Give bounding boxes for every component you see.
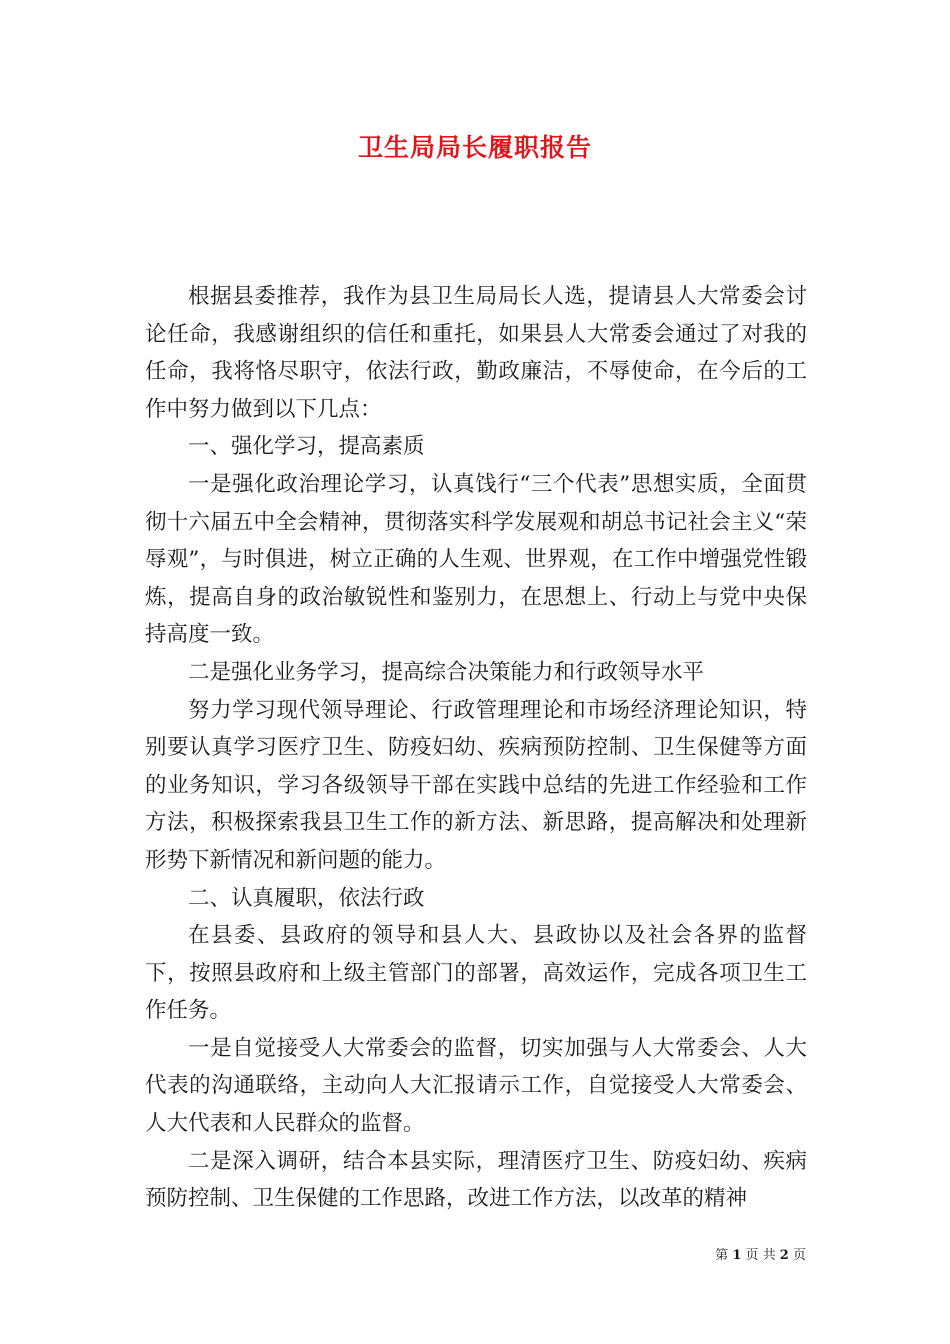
page-number-footer xyxy=(700,1244,806,1263)
section-heading-2: 二、认真履职，依法行政 xyxy=(188,885,425,911)
document-title: 卫生局局长履职报告 xyxy=(357,133,592,162)
footer-total-pages: 2 xyxy=(779,1248,789,1263)
footer-suffix: 页 xyxy=(792,1248,806,1263)
paragraph-intro: 根据县委推荐，我作为县卫生局局长人选，提请县人大常委会讨论任命，我感谢组织的信任和重托，如果县人大常委会通过了对我的任命，我将恪尽职守，依法行政，勤政廉洁，不辱使命，在今后的工作中努力做到以下几点： xyxy=(145,284,807,422)
paragraph-accept-supervision: 一是自觉接受人大常委会的监督，切实加强与人大常委会、人大代表的沟通联络，主动向人大汇报请示工作，自觉接受人大常委会、人大代表和人民群众的监督。 xyxy=(145,1035,807,1137)
footer-middle: 页 共 xyxy=(745,1248,776,1263)
footer-current-page: 1 xyxy=(732,1248,742,1263)
footer-prefix: 第 xyxy=(715,1248,729,1263)
subheading-business-study: 二是强化业务学习，提高综合决策能力和行政领导水平 xyxy=(188,659,705,685)
document-body xyxy=(145,278,807,1218)
paragraph-research: 二是深入调研，结合本县实际，理清医疗卫生、防疫妇幼、疾病预防控制、卫生保健的工作思路，改进工作方法，以改革的精神 xyxy=(145,1148,807,1212)
paragraph-business-study: 努力学习现代领导理论、行政管理理论和市场经济理论知识，特别要认真学习医疗卫生、防疫妇幼、疾病预防控制、卫生保健等方面的业务知识，学习各级领导干部在实践中总结的先进工作经验和工作方法，积极探索我县卫生工作的新方法、新思路，提高解决和处理新形势下新情况和新问题的能力。 xyxy=(145,697,807,873)
section-heading-1: 一、强化学习，提高素质 xyxy=(188,434,425,460)
paragraph-supervision: 在县委、县政府的领导和县人大、县政协以及社会各界的监督下，按照县政府和上级主管部门的部署，高效运作，完成各项卫生工作任务。 xyxy=(145,923,807,1024)
paragraph-political-study: 一是强化政治理论学习，认真饯行“三个代表”思想实质，全面贯彻十六届五中全会精神，贯彻落实科学发展观和胡总书记社会主义“荣辱观”，与时俱进，树立正确的人生观、世界观，在工作中增强党性锻炼，提高自身的政治敏锐性和鉴别力，在思想上、行动上与党中央保持高度一致。 xyxy=(145,471,807,648)
